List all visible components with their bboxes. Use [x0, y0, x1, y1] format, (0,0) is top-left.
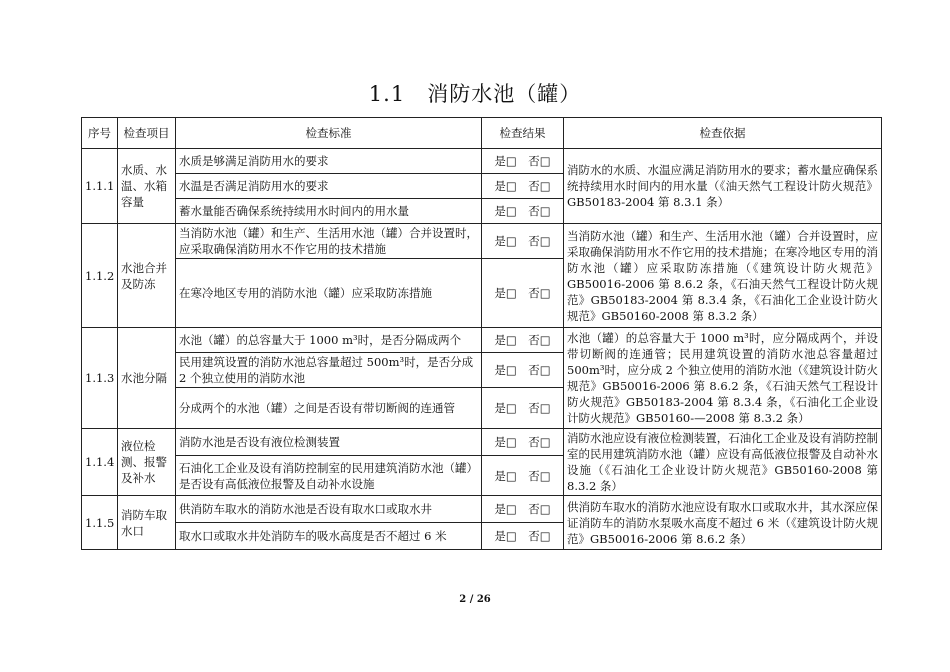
check-standard: 蓄水量能否确保系统持续用水时间内的用水量 — [176, 199, 482, 224]
table-row — [82, 496, 882, 523]
check-item: 水质、水温、水箱容量 — [118, 149, 176, 224]
table-header-row — [82, 118, 882, 149]
check-standard: 水温是否满足消防用水的要求 — [176, 174, 482, 199]
check-standard: 水池（罐）的总容量大于 1000 m³时，是否分隔成两个 — [176, 328, 482, 353]
check-result[interactable]: 是□ 否□ — [482, 174, 564, 199]
check-result[interactable]: 是□ 否□ — [482, 199, 564, 224]
check-result[interactable]: 是□ 否□ — [482, 259, 564, 328]
check-basis: 消防水的水质、水温应满足消防用水的要求；蓄水量应确保系统持续用水时间内的用水量（《油天然气工程设计防火规范》GB50183-2004 第 8.3.1 条） — [564, 149, 882, 224]
check-standard: 供消防车取水的消防水池是否设有取水口或取水井 — [176, 496, 482, 523]
check-standard: 石油化工企业及设有消防控制室的民用建筑消防水池（罐）是否设有高低液位报警及自动补水设施 — [176, 456, 482, 496]
check-basis: 当消防水池（罐）和生产、生活用水池（罐）合并设置时，应采取确保消防用水不作它用的技术措施；在寒冷地区专用的消防水池（罐）应采取防冻措施（《建筑设计防火规范》GB50016-2006 第 8.6.2 条，《石油天然气工程设计防火规范》GB50183-2004 第 8.3.4 条，《石油化工企业设计防火规范》GB50160-2008 第 8.3.2 条） — [564, 224, 882, 328]
check-basis: 消防水池应设有液位检测装置，石油化工企业及设有消防控制室的民用建筑消防水池（罐）应设有高低液位报警及自动补水设施（《石油化工企业设计防火规范》GB50160-2008 第 8.3.2 条） — [564, 429, 882, 496]
check-result[interactable]: 是□ 否□ — [482, 496, 564, 523]
table-row — [82, 224, 882, 259]
check-standard: 消防水池是否设有液位检测装置 — [176, 429, 482, 456]
check-result[interactable]: 是□ 否□ — [482, 353, 564, 388]
inspection-table — [81, 117, 882, 550]
check-result[interactable]: 是□ 否□ — [482, 523, 564, 550]
row-number: 1.1.5 — [82, 496, 118, 550]
check-item: 水池合并及防冻 — [118, 224, 176, 328]
page-number: 2 / 26 — [459, 594, 491, 605]
check-standard: 取水口或取水井处消防车的吸水高度是否不超过 6 米 — [176, 523, 482, 550]
header-basis: 检查依据 — [564, 118, 882, 149]
check-result[interactable]: 是□ 否□ — [482, 429, 564, 456]
row-number: 1.1.1 — [82, 149, 118, 224]
table-row — [82, 429, 882, 456]
check-result[interactable]: 是□ 否□ — [482, 149, 564, 174]
section-title: 1.1 消防水池（罐） — [368, 82, 582, 106]
check-basis: 水池（罐）的总容量大于 1000 m³时，应分隔成两个，并设带切断阀的连通管；民用建筑设置的消防水池总容量超过 500m³时，应分成 2 个独立使用的消防水池（《建筑设计防火规范》GB50016-2006 第 8.6.2 条，《石油天然气工程设计防火规范》GB50183-2004 第 8.3.4 条，《石油化工企业设计防火规范》GB50160-—2008 第 8.3.2 条） — [564, 328, 882, 429]
check-item: 水池分隔 — [118, 328, 176, 429]
header-result: 检查结果 — [482, 118, 564, 149]
row-number: 1.1.4 — [82, 429, 118, 496]
check-standard: 水质是够满足消防用水的要求 — [176, 149, 482, 174]
check-standard: 分成两个的水池（罐）之间是否设有带切断阀的连通管 — [176, 388, 482, 429]
check-result[interactable]: 是□ 否□ — [482, 456, 564, 496]
check-standard: 在寒冷地区专用的消防水池（罐）应采取防冻措施 — [176, 259, 482, 328]
check-item: 液位检测、报警及补水 — [118, 429, 176, 496]
check-item: 消防车取水口 — [118, 496, 176, 550]
header-standard: 检查标准 — [176, 118, 482, 149]
table-row — [82, 149, 882, 174]
row-number: 1.1.2 — [82, 224, 118, 328]
check-basis: 供消防车取水的消防水池应设有取水口或取水井，其水深应保证消防车的消防水泵吸水高度不超过 6 米（《建筑设计防火规范》GB50016-2006 第 8.6.2 条） — [564, 496, 882, 550]
check-result[interactable]: 是□ 否□ — [482, 224, 564, 259]
check-result[interactable]: 是□ 否□ — [482, 328, 564, 353]
row-number: 1.1.3 — [82, 328, 118, 429]
check-standard: 民用建筑设置的消防水池总容量超过 500m³时，是否分成 2 个独立使用的消防水池 — [176, 353, 482, 388]
check-result[interactable]: 是□ 否□ — [482, 388, 564, 429]
check-standard: 当消防水池（罐）和生产、生活用水池（罐）合并设置时，应采取确保消防用水不作它用的技术措施 — [176, 224, 482, 259]
table-row — [82, 328, 882, 353]
header-no: 序号 — [82, 118, 118, 149]
header-item: 检查项目 — [118, 118, 176, 149]
